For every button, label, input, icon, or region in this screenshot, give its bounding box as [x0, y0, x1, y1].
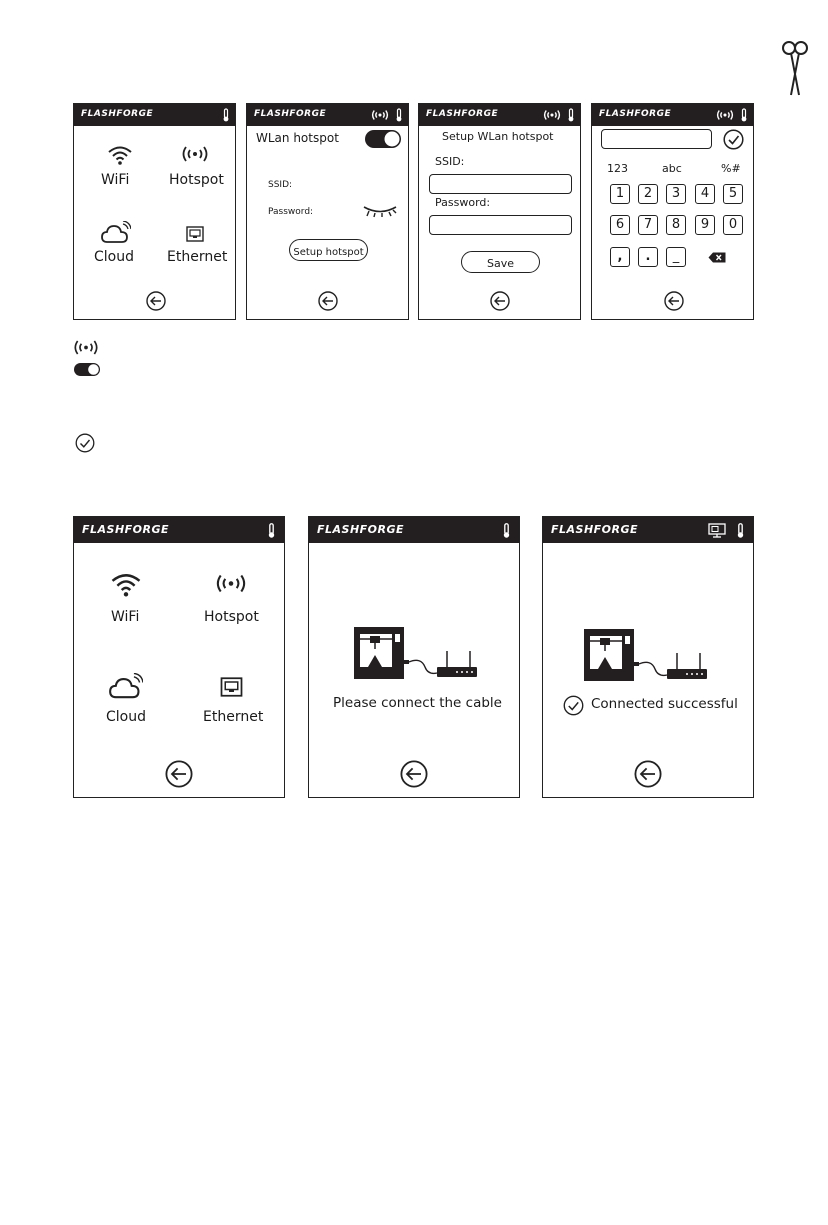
password-label: Password:	[435, 196, 491, 209]
wifi-label: WiFi	[111, 609, 140, 625]
hotspot-icon	[215, 573, 247, 594]
header-bar	[74, 517, 284, 543]
hotspot-icon	[181, 145, 209, 163]
brand-logo: FLASHFORGE	[82, 523, 170, 536]
hotspot-legend-icon	[73, 339, 99, 356]
tab-abc[interactable]: abc	[662, 162, 682, 175]
key-comma[interactable]: ,	[610, 247, 630, 267]
wifi-icon	[107, 144, 133, 166]
brand-logo: FLASHFORGE	[254, 109, 327, 119]
cloud-label: Cloud	[106, 709, 146, 725]
ethernet-label: Ethernet	[167, 249, 228, 265]
setup-hotspot-button-label: Setup hotspot	[293, 247, 364, 258]
back-arrow-icon[interactable]	[165, 760, 193, 788]
keypad-input[interactable]	[601, 129, 712, 149]
ethernet-icon	[220, 677, 243, 697]
connected-message: Connected successful	[591, 696, 738, 712]
key-1[interactable]: 1	[610, 184, 630, 204]
key-4[interactable]: 4	[695, 184, 715, 204]
ssid-input[interactable]	[429, 174, 572, 194]
ethernet-label: Ethernet	[203, 709, 264, 725]
header-bar	[543, 517, 753, 543]
hotspot-toggle[interactable]	[364, 129, 402, 149]
check-legend-icon	[75, 433, 95, 453]
brand-logo: FLASHFORGE	[426, 109, 499, 119]
ssid-label: SSID:	[268, 180, 293, 190]
brand-logo: FLASHFORGE	[317, 523, 405, 536]
hotspot-status-icon	[543, 109, 561, 121]
save-button-label: Save	[486, 257, 514, 270]
thermometer-icon	[502, 522, 511, 539]
password-label: Password:	[268, 207, 314, 217]
ssid-label: SSID:	[435, 155, 465, 168]
hotspot-label: Hotspot	[204, 609, 259, 625]
setup-hotspot-button[interactable]	[289, 239, 368, 261]
ethernet-status-icon	[708, 523, 726, 538]
key-8[interactable]: 8	[666, 215, 686, 235]
confirm-check-icon[interactable]	[723, 129, 744, 150]
header-bar	[419, 104, 580, 126]
cloud-icon	[101, 221, 131, 245]
thermometer-icon	[740, 108, 748, 122]
brand-logo: FLASHFORGE	[599, 109, 672, 119]
printer-router-illustration	[353, 625, 479, 681]
thermometer-icon	[395, 108, 403, 122]
save-button[interactable]	[461, 251, 540, 273]
backspace-icon[interactable]	[708, 252, 726, 263]
setup-hotspot-title: Setup WLan hotspot	[442, 130, 554, 143]
thermometer-icon	[222, 108, 230, 122]
key-0[interactable]: 0	[723, 215, 743, 235]
key-2[interactable]: 2	[638, 184, 658, 204]
eye-closed-icon[interactable]	[362, 204, 398, 218]
password-input[interactable]	[429, 215, 572, 235]
screen-setup-hotspot	[418, 103, 581, 320]
screen-connect-cable	[308, 516, 520, 798]
key-period[interactable]: .	[638, 247, 658, 267]
screen-network-menu-large	[73, 516, 285, 798]
success-check-icon	[563, 695, 584, 716]
back-arrow-icon[interactable]	[664, 291, 684, 311]
header-bar	[592, 104, 753, 126]
printer-router-illustration	[583, 627, 709, 683]
back-arrow-icon[interactable]	[490, 291, 510, 311]
cloud-label: Cloud	[94, 249, 134, 265]
screen-keypad	[591, 103, 754, 320]
thermometer-icon	[736, 522, 745, 539]
hotspot-status-icon	[716, 109, 734, 121]
key-9[interactable]: 9	[695, 215, 715, 235]
brand-logo: FLASHFORGE	[551, 523, 639, 536]
screen-connected	[542, 516, 754, 798]
screen-network-menu	[73, 103, 236, 320]
brand-logo: FLASHFORGE	[81, 109, 154, 119]
screen-wlan-hotspot	[246, 103, 409, 320]
thermometer-icon	[267, 522, 276, 539]
back-arrow-icon[interactable]	[318, 291, 338, 311]
key-6[interactable]: 6	[610, 215, 630, 235]
key-5[interactable]: 5	[723, 184, 743, 204]
connect-cable-message: Please connect the cable	[333, 695, 502, 711]
wlan-hotspot-title: WLan hotspot	[256, 131, 339, 145]
header-bar	[309, 517, 519, 543]
scissors-icon	[780, 40, 810, 100]
back-arrow-icon[interactable]	[400, 760, 428, 788]
key-3[interactable]: 3	[666, 184, 686, 204]
header-bar	[74, 104, 235, 126]
back-arrow-icon[interactable]	[146, 291, 166, 311]
wifi-label: WiFi	[101, 172, 130, 188]
hotspot-label: Hotspot	[169, 172, 224, 188]
key-underscore[interactable]: _	[666, 247, 686, 267]
key-7[interactable]: 7	[638, 215, 658, 235]
toggle-legend-icon	[73, 362, 101, 377]
thermometer-icon	[567, 108, 575, 122]
hotspot-status-icon	[371, 109, 389, 121]
wifi-icon	[110, 571, 142, 598]
ethernet-icon	[186, 226, 204, 242]
tab-123[interactable]: 123	[607, 162, 628, 175]
tab-symbols[interactable]: %#	[721, 162, 741, 175]
cloud-icon	[109, 673, 143, 701]
header-bar	[247, 104, 408, 126]
back-arrow-icon[interactable]	[634, 760, 662, 788]
